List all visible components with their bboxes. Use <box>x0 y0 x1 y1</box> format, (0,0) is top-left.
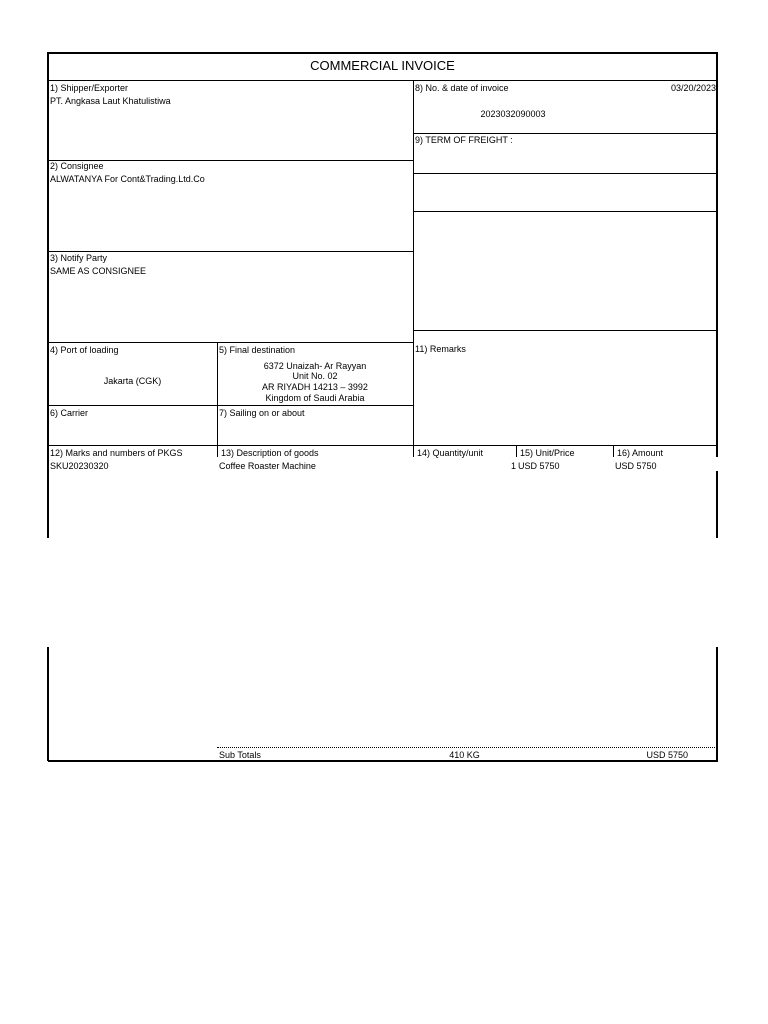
header-unit-price: 15) Unit/Price <box>520 448 575 458</box>
invoice-label: 8) No. & date of invoice <box>415 83 509 93</box>
port-loading-label: 4) Port of loading <box>50 345 119 355</box>
notify-bottom-rule <box>48 342 413 343</box>
frame-right-border-mid <box>716 471 718 538</box>
header-amount: 16) Amount <box>617 448 664 458</box>
frame-right-border-lower <box>716 647 718 761</box>
page-title: COMMERCIAL INVOICE <box>310 58 455 73</box>
port-bottom-rule <box>48 405 413 406</box>
header-divider-desc <box>217 445 218 457</box>
frame-top-border <box>48 52 718 54</box>
consignee-bottom-rule <box>48 251 413 252</box>
freight-label: 9) TERM OF FREIGHT : <box>415 135 513 145</box>
subtotals-dotted-rule <box>217 747 717 748</box>
row-quantity: 1 <box>510 461 516 471</box>
header-divider-amount <box>613 445 614 457</box>
row-amount: USD 5750 <box>615 461 657 471</box>
frame-left-border-lower <box>47 647 49 761</box>
subtotals-amount: USD 5750 <box>646 750 688 760</box>
subtotals-label: Sub Totals <box>219 750 261 760</box>
final-destination-line-2: Unit No. 02 <box>292 371 338 381</box>
consignee-value: ALWATANYA For Cont&Trading.Ltd.Co <box>50 174 205 184</box>
row-description: Coffee Roaster Machine <box>219 461 316 471</box>
header-description: 13) Description of goods <box>221 448 319 458</box>
consignee-label: 2) Consignee <box>50 161 104 171</box>
sailing-label: 7) Sailing on or about <box>219 408 305 418</box>
final-destination-line-3: AR RIYADH 14213 – 3992 <box>262 382 368 392</box>
carrier-label: 6) Carrier <box>50 408 89 418</box>
remarks-top-rule <box>413 330 717 331</box>
column-divider <box>413 80 414 457</box>
final-destination-line-1: 6372 Unaizah- Ar Rayyan <box>263 361 367 371</box>
invoice-bottom-rule <box>413 133 717 134</box>
header-divider-unit <box>516 445 517 457</box>
notify-label: 3) Notify Party <box>50 253 108 263</box>
row-unit-price: USD 5750 <box>518 461 560 471</box>
invoice-date: 03/20/2023 <box>670 83 716 93</box>
frame-left-border-upper <box>47 52 49 538</box>
row-marks: SKU20230320 <box>50 461 109 471</box>
table-header-rule <box>48 445 717 446</box>
freight-bottom-rule <box>413 173 717 174</box>
final-destination-line-4: Kingdom of Saudi Arabia <box>265 393 365 403</box>
header-quantity: 14) Quantity/unit <box>417 448 484 458</box>
title-divider <box>48 80 717 81</box>
subtotals-weight: 410 KG <box>449 750 480 760</box>
frame-right-border-upper <box>716 52 718 457</box>
shipper-label: 1) Shipper/Exporter <box>50 83 129 93</box>
invoice-number: 2023032090003 <box>480 109 546 119</box>
header-marks: 12) Marks and numbers of PKGS <box>50 448 183 458</box>
frame-bottom-border <box>48 760 718 762</box>
header-divider-qty <box>413 445 414 457</box>
remarks-label: 11) Remarks <box>415 344 466 354</box>
port-loading-value: Jakarta (CGK) <box>103 376 162 386</box>
shipper-value: PT. Angkasa Laut Khatulistiwa <box>50 96 171 106</box>
notify-value: SAME AS CONSIGNEE <box>50 266 147 276</box>
blank-row-rule <box>413 211 717 212</box>
final-destination-label: 5) Final destination <box>219 345 296 355</box>
